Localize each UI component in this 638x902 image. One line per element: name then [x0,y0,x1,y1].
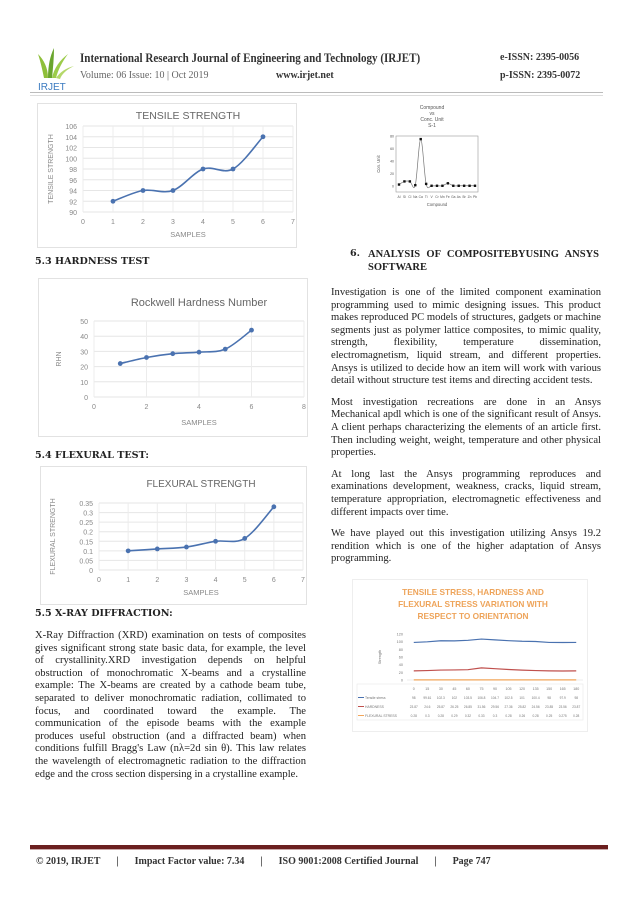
table-cell: 103.5 [463,695,472,700]
y-tick-label: 0 [84,395,88,402]
y-axis-label: Strength [378,649,382,665]
category-label: 90 [493,686,497,691]
table-cell: 0.28 [532,713,539,718]
table-cell: 0.28 [505,713,512,718]
y-tick-label: 20 [80,364,88,372]
y-tick-label: 0 [400,678,403,683]
rockwell-hardness-chart [38,278,308,437]
p-issn: p-ISSN: 2395-0072 [500,70,581,81]
y-tick-label: 100 [65,156,77,164]
section-heading-hardness: 5.3 HARDNESS TEST [35,256,150,267]
chart-title-line: vs [429,111,435,117]
data-point [430,185,432,187]
data-point [463,185,465,187]
y-tick-label: 30 [80,349,88,357]
table-cell: 31.56 [477,704,486,709]
data-point [184,545,189,550]
y-tick-label: 98 [69,167,77,174]
y-tick-label: 80 [398,647,403,652]
x-tick-label: 5 [242,577,247,584]
table-cell: 106.8 [477,695,486,700]
x-tick-label: Al [397,195,401,199]
footer-copyright: © 2019, IRJET [36,856,101,867]
x-tick-label: 2 [155,577,160,584]
chart-title: Rockwell Hardness Number [130,297,268,309]
data-point [425,183,427,185]
table-cell: 26.25 [450,704,459,709]
right-column [331,248,601,732]
data-point [414,184,416,186]
data-point [144,355,149,360]
xrd-paragraph: X-Ray Diffraction (XRD) examination on tests of composites gives significant strong state basic data, for example, the level of crystallinity.XRD investigation depends on helpful obstruction of monochromatic X-beams and a crystalline example: The X-beams are created by a cathode beam tube, separated to deliver monochromatic radiation, collimated to focus, and coordinated toward the example. The communication of the episode beams with the example produces useful obstruction (and a diffracted beam) when conditions fulfill Bragg's Law (nλ=2d sin θ). This law relates the wavelength of electromagnetic radiation to the diffraction edge and the cross section dispersing in a crystalline example. [35,630,306,780]
chart-title-line: S-1 [428,123,436,129]
table-cell: 100.4 [531,695,540,700]
data-point [242,536,247,541]
x-tick-label: Zn [467,195,472,199]
x-axis-label: SAMPLES [170,230,206,239]
table-cell: 0.28 [573,713,580,718]
y-tick-label: 20 [398,670,403,675]
y-tick-label: 50 [80,319,88,326]
table-cell: 26.85 [463,704,472,709]
category-label: 15 [425,686,430,691]
x-tick-label: 0 [81,219,85,226]
x-tick-label: 1 [111,219,115,226]
plot-frame [396,136,478,192]
table-cell: 99.61 [423,695,432,700]
data-point [170,351,175,356]
data-point [249,328,254,333]
footer-divider [30,845,608,850]
chart-title-line: TENSILE STRESS, HARDNESS AND [402,586,544,597]
x-tick-label: Si [402,195,406,199]
table-cell: 102 [451,695,458,700]
x-tick-label: Ti [424,195,428,199]
y-axis-label: Con. Unit [376,155,381,173]
footer-iso: ISO 9001:2008 Certified Journal [278,856,419,867]
category-label: 150 [546,686,553,691]
chart-title: TENSILE STRENGTH [135,110,241,122]
y-tick-label: 10 [80,379,88,387]
category-label: 135 [532,686,539,691]
x-tick-label: 0 [92,404,96,411]
table-cell: 102.5 [504,695,513,700]
x-tick-label: 3 [184,577,189,584]
data-point [126,548,131,553]
category-label: 45 [452,686,457,691]
table-cell: 98 [547,695,551,700]
data-point [231,167,236,172]
table-cell: 0.3 [492,713,498,718]
y-tick-label: 90 [69,210,77,217]
chart-title-line: Compound [419,105,445,111]
x-tick-label: 2 [141,219,145,226]
data-point [420,138,422,140]
y-tick-label: 40 [398,663,403,668]
table-cell: 23.56 [558,704,567,709]
volume-issue: Volume: 06 Issue: 10 | Oct 2019 [80,70,209,81]
data-point [213,539,218,544]
category-label: 30 [438,686,443,691]
x-tick-label: Cl [408,195,412,199]
x-tick-label: 7 [301,577,305,584]
table-cell: 104.7 [491,695,499,700]
table-cell: 0.28 [410,713,417,718]
y-tick-label: 100 [396,640,403,645]
footer-separator: | [116,856,119,867]
y-tick-label: 0.05 [79,558,93,566]
ansys-paragraph-3: At long last the Ansys programming reproduces and examinations development, weakness, cracks, liquid stream, temperature appropriation, electromagnetic effectiveness and different impacts over time. [331,468,601,518]
y-tick-label: 102 [65,145,77,153]
y-tick-label: 0.25 [79,520,93,528]
table-cell: 24.6 [424,704,431,709]
table-cell: 23.87 [409,704,418,709]
table-cell: 0.33 [478,713,485,718]
y-axis-label: FLEXURAL STRENGTH [50,498,57,575]
x-tick-label: 4 [201,219,205,226]
compound-concentration-chart [368,102,480,217]
y-tick-label: 60 [398,655,403,660]
section-number-6: 6. [350,248,361,259]
y-tick-label: 60 [390,146,394,151]
series-line [414,639,576,642]
category-label: 0 [412,686,415,691]
y-tick-label: 0.1 [83,548,93,556]
table-cell: 0.3 [425,713,430,718]
table-cell: 29.56 [491,704,499,709]
table-cell: 0.32 [464,713,472,718]
table-cell: 98 [411,695,416,700]
table-cell: 0.275 [558,713,567,718]
ansys-paragraph-4: We have played out this investigation utilizing Ansys 19.2 rendition which is one of the higher adaptation of Ansys programming. [331,528,601,565]
data-point [271,504,276,509]
table-cell: 27.36 [504,704,513,709]
x-tick-label: 8 [302,404,306,411]
x-tick-label: 1 [126,577,131,584]
section-heading-xrd: 5.5 X-RAY DIFFRACTION: [35,608,173,619]
data-point [468,185,470,187]
table-cell: 23.85 [545,704,554,709]
x-tick-label: As [456,195,461,199]
data-point [155,547,160,552]
x-axis-label: SAMPLES [183,588,219,597]
footer [36,856,491,867]
e-issn: e-ISSN: 2395-0056 [500,52,580,63]
legend-label: Tensile stress [365,695,386,700]
x-tick-label: 6 [261,219,265,226]
y-tick-label: 96 [69,177,77,185]
table-cell: 97.9 [559,695,566,700]
x-tick-label: 0 [97,577,101,584]
legend-label: HARDNESS [365,704,384,709]
flexural-strength-chart [40,466,307,605]
y-axis-label: RHN [56,351,63,367]
data-point [197,350,202,355]
table-cell: 98 [574,695,579,700]
irjet-logo [36,44,76,92]
x-tick-label: Br [462,195,466,199]
series-line [120,330,251,363]
ansys-paragraph-2: Most investigation recreations are done in an Ansys Mechanical apdl which is one of the significant result of Ansys. A client perhaps characterizing the elements of an article first. Then including weight, weight, temperature and other physical properties. [331,396,601,459]
footer-separator: | [434,856,437,867]
data-point [452,185,454,187]
table-cell: 101 [519,695,525,700]
y-tick-label: 0.2 [83,529,93,537]
footer-page-number: Page 747 [452,856,491,867]
x-tick-label: Cr [435,195,439,199]
y-tick-label: 0.3 [83,510,93,518]
category-label: 75 [479,686,484,691]
data-point [474,185,476,187]
y-tick-label: 0 [89,568,93,575]
y-tick-label: 20 [390,171,394,176]
x-tick-label: 7 [291,219,295,226]
website-link[interactable]: www.irjet.net [276,70,334,81]
data-point [201,167,206,172]
table-cell: 0.25 [546,713,553,718]
x-tick-label: V [430,195,433,199]
data-point [458,185,460,187]
y-tick-label: 40 [80,334,88,342]
category-label: 105 [505,686,512,691]
data-point [223,347,228,352]
category-label: 120 [519,686,526,691]
tensile-strength-chart [37,103,297,248]
data-point [111,199,116,204]
y-tick-label: 106 [65,124,77,131]
footer-separator: | [260,856,263,867]
x-tick-label: Pb [472,195,478,199]
y-tick-label: 40 [390,159,394,164]
chart-title: FLEXURAL STRENGTH [146,479,256,490]
category-label: 180 [573,686,580,691]
x-tick-label: Ca [418,195,423,199]
legend-label: FLEXURAL STRESS [365,713,397,718]
chart-title-line: RESPECT TO ORIENTATION [417,610,529,621]
chart-title-line: Conc. Unit [420,117,444,123]
section-heading-flexural: 5.4 FLEXURAL TEST: [35,450,149,461]
data-point [171,188,176,193]
x-tick-label: 4 [197,404,201,411]
y-tick-label: 0 [392,184,394,189]
data-point [409,180,411,182]
orientation-variation-chart [352,579,588,732]
header-divider [30,92,603,96]
footer-impact-factor: Impact Factor value: 7.34 [134,856,245,867]
y-tick-label: 0.35 [79,501,93,508]
y-tick-label: 120 [396,632,403,637]
x-axis-label: SAMPLES [181,418,217,427]
category-label: 60 [465,686,470,691]
table-cell: 25.82 [518,704,527,709]
x-tick-label: Mn [440,195,445,199]
data-point [398,183,400,185]
table-cell: 0.29 [451,713,458,718]
category-label: 165 [559,686,566,691]
table-cell: 0.28 [437,713,444,718]
table-cell: 25.87 [436,704,445,709]
table-cell: 24.56 [531,704,540,709]
logo-text: IRJET [38,82,66,92]
y-axis-label: TENSILE STRENGTH [48,134,55,204]
data-point [447,182,449,184]
x-tick-label: Na [413,195,418,199]
data-point [118,361,123,366]
series-line [414,668,576,671]
y-tick-label: 104 [65,134,77,142]
x-axis-label: Compound [426,202,448,207]
data-point [141,188,146,193]
table-cell: 102.3 [436,695,445,700]
section-heading-6 [350,248,601,274]
data-point [261,134,266,139]
y-tick-label: 0.15 [79,539,93,547]
x-tick-label: 2 [144,404,149,411]
x-tick-label: Ga [451,195,456,199]
x-tick-label: Fe [445,195,450,199]
x-tick-label: 3 [171,219,175,226]
data-point [441,185,443,187]
x-tick-label: 5 [231,219,235,226]
y-tick-label: 94 [69,188,77,196]
table-cell: 23.87 [572,704,581,709]
data-point [403,180,405,182]
data-point [436,185,438,187]
section-heading-ansys: ANALYSIS OF COMPOSITEBYUSING ANSYS SOFTWARE [368,249,600,273]
series-line [128,507,274,551]
table-cell: 0.26 [518,713,526,718]
y-tick-label: 92 [69,199,77,207]
ansys-paragraph-1: Investigation is one of the limited component examination programming used to mimic designing issues. This product makes reproduced PC models of structures, gadgets or machine segments just as polymer lattice composites, to mimic quality, strength, flexibility, temperature dissemination, electromagnetism, liquid stream, and different properties. Ansys is utilized to decide how an item will work with various detail without structure test items and directing accident tests. [331,287,601,387]
x-tick-label: 6 [249,404,254,411]
x-tick-label: 4 [213,577,218,584]
y-tick-label: 80 [390,134,394,139]
journal-title: International Research Journal of Engineering and Technology (IRJET) [80,50,421,65]
x-tick-label: 6 [271,577,276,584]
chart-title-line: FLEXURAL STRESS VARIATION WITH [398,598,548,609]
